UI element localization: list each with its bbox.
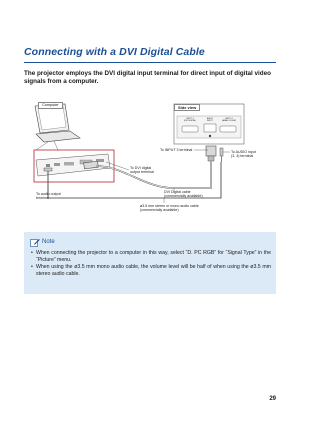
- bullet: •: [31, 250, 33, 256]
- stereo-cable-label: ø3.5 mm stereo or mono audio cable (commercially available): [140, 204, 199, 213]
- note-item: [31, 250, 271, 264]
- panel-input4-label: INPUT 4 (ANALOG RGB): [222, 118, 236, 123]
- to-dvi-digital-label: To DVI digital output terminal: [130, 166, 154, 175]
- to-audio-output-label: To audio output terminal: [36, 192, 61, 201]
- note-title: Note: [42, 239, 55, 245]
- note-list: [31, 250, 271, 278]
- panel-audio-label: AUDIO INPUT: [207, 118, 213, 123]
- side-view-label: Side view: [174, 104, 200, 111]
- intro-paragraph: The projector employs the DVI digital input terminal for direct input of digital video signals from a computer.: [24, 70, 271, 86]
- title-rule: [24, 62, 276, 63]
- page-number: 29: [269, 396, 276, 402]
- dvi-cable-label: DVI Digital cable (commercially available): [164, 190, 203, 199]
- connection-diagram: [24, 96, 276, 226]
- note-box: [24, 232, 276, 294]
- page-title: Connecting with a DVI Digital Cable: [24, 46, 205, 58]
- computer-label: Computer: [38, 102, 63, 109]
- to-audio-input-label: To AUDIO input (3, 4) terminal: [231, 150, 256, 159]
- note-item: [31, 264, 271, 278]
- note-text: When using the ø3.5 mm mono audio cable, the volume level will be half of when using the ø3.5 mm stereo audio cable.: [36, 264, 271, 277]
- note-text: When connecting the projector to a computer in this way, select “D. PC RGB” for “Signal Type” in the “Picture” menu.: [36, 250, 271, 263]
- pencil-note-icon: [30, 238, 40, 247]
- to-input3-label: To INPUT 3 terminal: [160, 148, 193, 152]
- panel-input3-label: INPUT 3 (DVI DIGITAL): [183, 118, 197, 123]
- bullet: •: [31, 264, 33, 270]
